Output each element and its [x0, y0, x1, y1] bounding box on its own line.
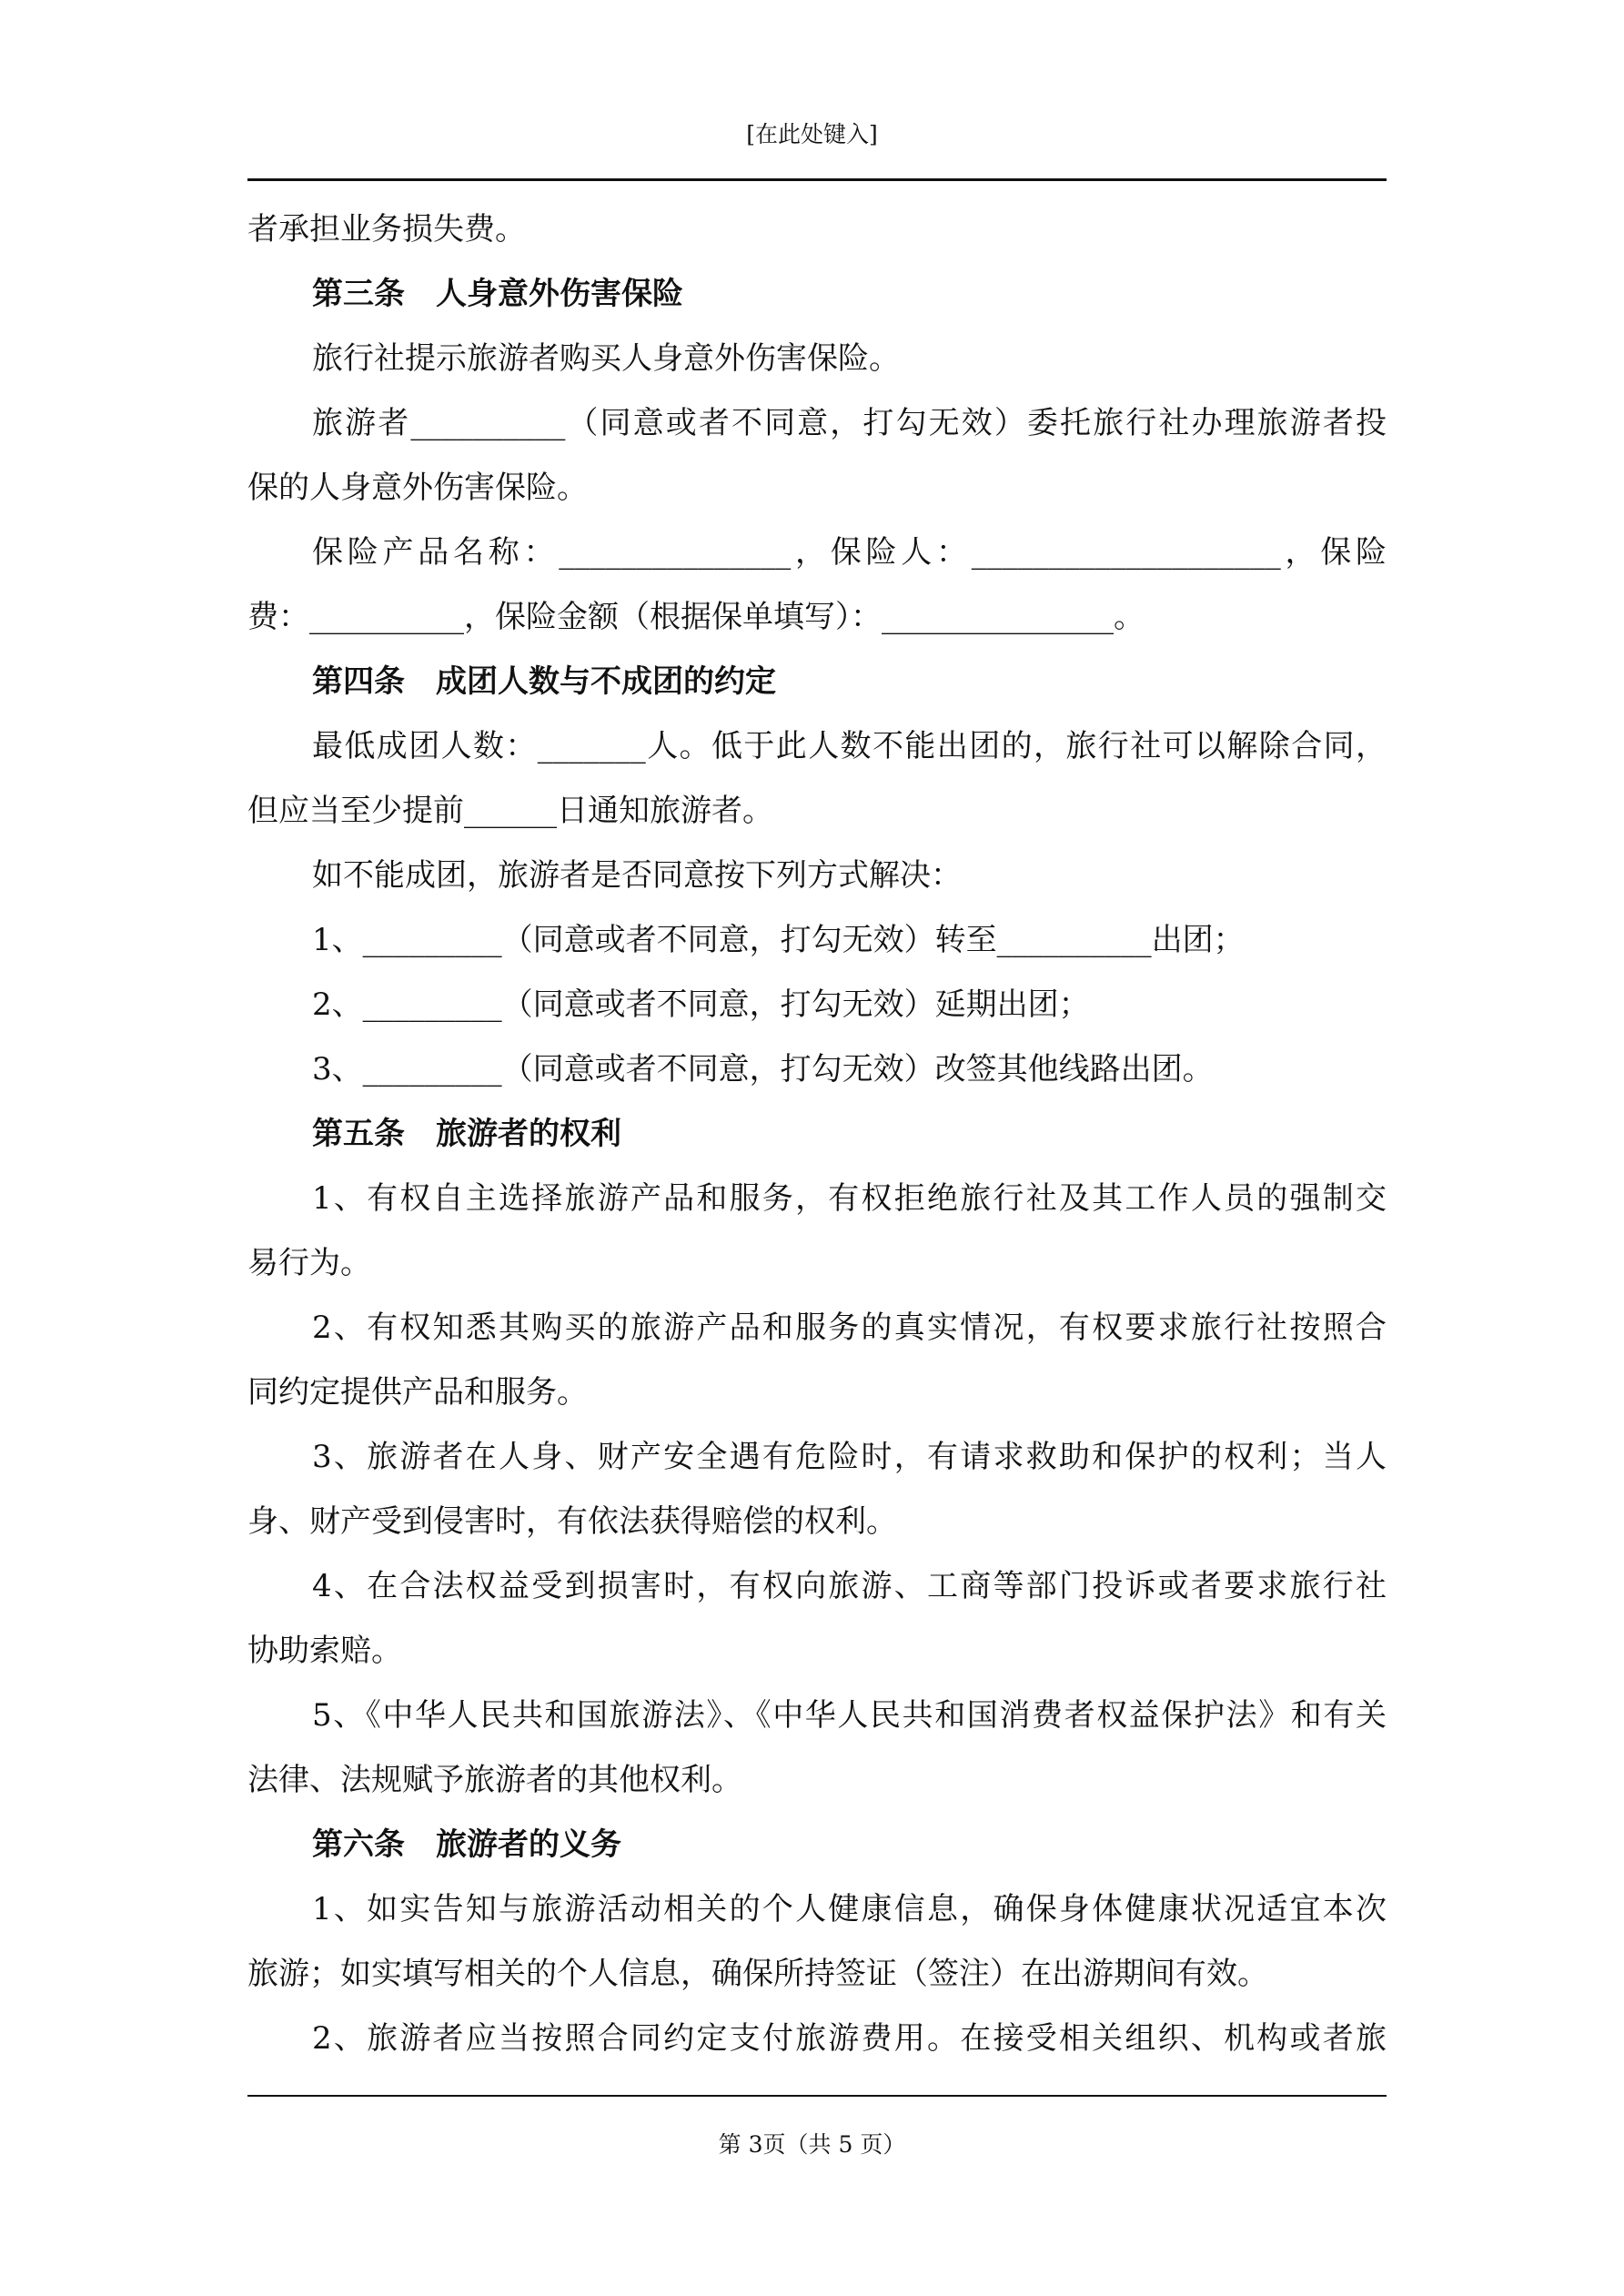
- body-line: 法律、法规赋予旅游者的其他权利。: [247, 1762, 742, 1798]
- article-6-heading: 第六条 旅游者的义务: [312, 1826, 621, 1863]
- body-line: 3、旅游者在人身、财产安全遇有危险时，有请求救助和保护的权利；当人: [312, 1439, 1387, 1475]
- article-5-heading: 第五条 旅游者的权利: [312, 1116, 621, 1152]
- body-line: 易行为。: [247, 1245, 371, 1281]
- body-line: 2、有权知悉其购买的旅游产品和服务的真实情况，有权要求旅行社按照合: [312, 1310, 1387, 1346]
- page-footer: 第 3页（共 5 页）: [718, 2131, 906, 2158]
- body-line: 保的人身意外伤害保险。: [247, 470, 588, 506]
- footer-rule: [247, 2095, 1387, 2097]
- header-rule: [247, 178, 1387, 181]
- body-line: 1、如实告知与旅游活动相关的个人健康信息，确保身体健康状况适宜本次: [312, 1891, 1387, 1927]
- body-line: 费：__________，保险金额（根据保单填写）：_______________。: [247, 599, 1145, 635]
- body-line: 4、在合法权益受到损害时，有权向旅游、工商等部门投诉或者要求旅行社: [312, 1568, 1387, 1604]
- body-line: 1、_________（同意或者不同意，打勾无效）转至__________出团；: [312, 922, 1245, 958]
- body-line: 5、《中华人民共和国旅游法》、《中华人民共和国消费者权益保护法》和有关: [312, 1697, 1387, 1734]
- body-line: 如不能成团，旅游者是否同意按下列方式解决：: [312, 857, 962, 894]
- body-line: 同约定提供产品和服务。: [247, 1374, 588, 1411]
- body-line: 3、_________（同意或者不同意，打勾无效）改签其他线路出团。: [312, 1051, 1214, 1087]
- body-line: 保险产品名称：_______________，保险人：____________________，保险: [312, 534, 1387, 571]
- body-line: 2、旅游者应当按照合同约定支付旅游费用。在接受相关组织、机构或者旅: [312, 2020, 1387, 2057]
- page-header: [在此处键入]: [746, 121, 878, 147]
- body-line: 旅游；如实填写相关的个人信息，确保所持签证（签注）在出游期间有效。: [247, 1956, 1268, 1992]
- body-line: 身、财产受到侵害时，有依法获得赔偿的权利。: [247, 1503, 897, 1540]
- body-line: 协助索赔。: [247, 1633, 402, 1669]
- body-line: 1、有权自主选择旅游产品和服务，有权拒绝旅行社及其工作人员的强制交: [312, 1180, 1387, 1217]
- article-4-heading: 第四条 成团人数与不成团的约定: [312, 663, 776, 700]
- body-line: 但应当至少提前______日通知旅游者。: [247, 793, 773, 829]
- body-line: 最低成团人数：_______人。低于此人数不能出团的，旅行社可以解除合同，: [312, 728, 1387, 764]
- article-3-heading: 第三条 人身意外伤害保险: [312, 276, 683, 312]
- body-line: 旅行社提示旅游者购买人身意外伤害保险。: [312, 340, 900, 377]
- body-line: 2、_________（同意或者不同意，打勾无效）延期出团；: [312, 986, 1090, 1023]
- body-line: 旅游者__________（同意或者不同意，打勾无效）委托旅行社办理旅游者投: [312, 405, 1387, 441]
- body-line: 者承担业务损失费。: [247, 211, 526, 248]
